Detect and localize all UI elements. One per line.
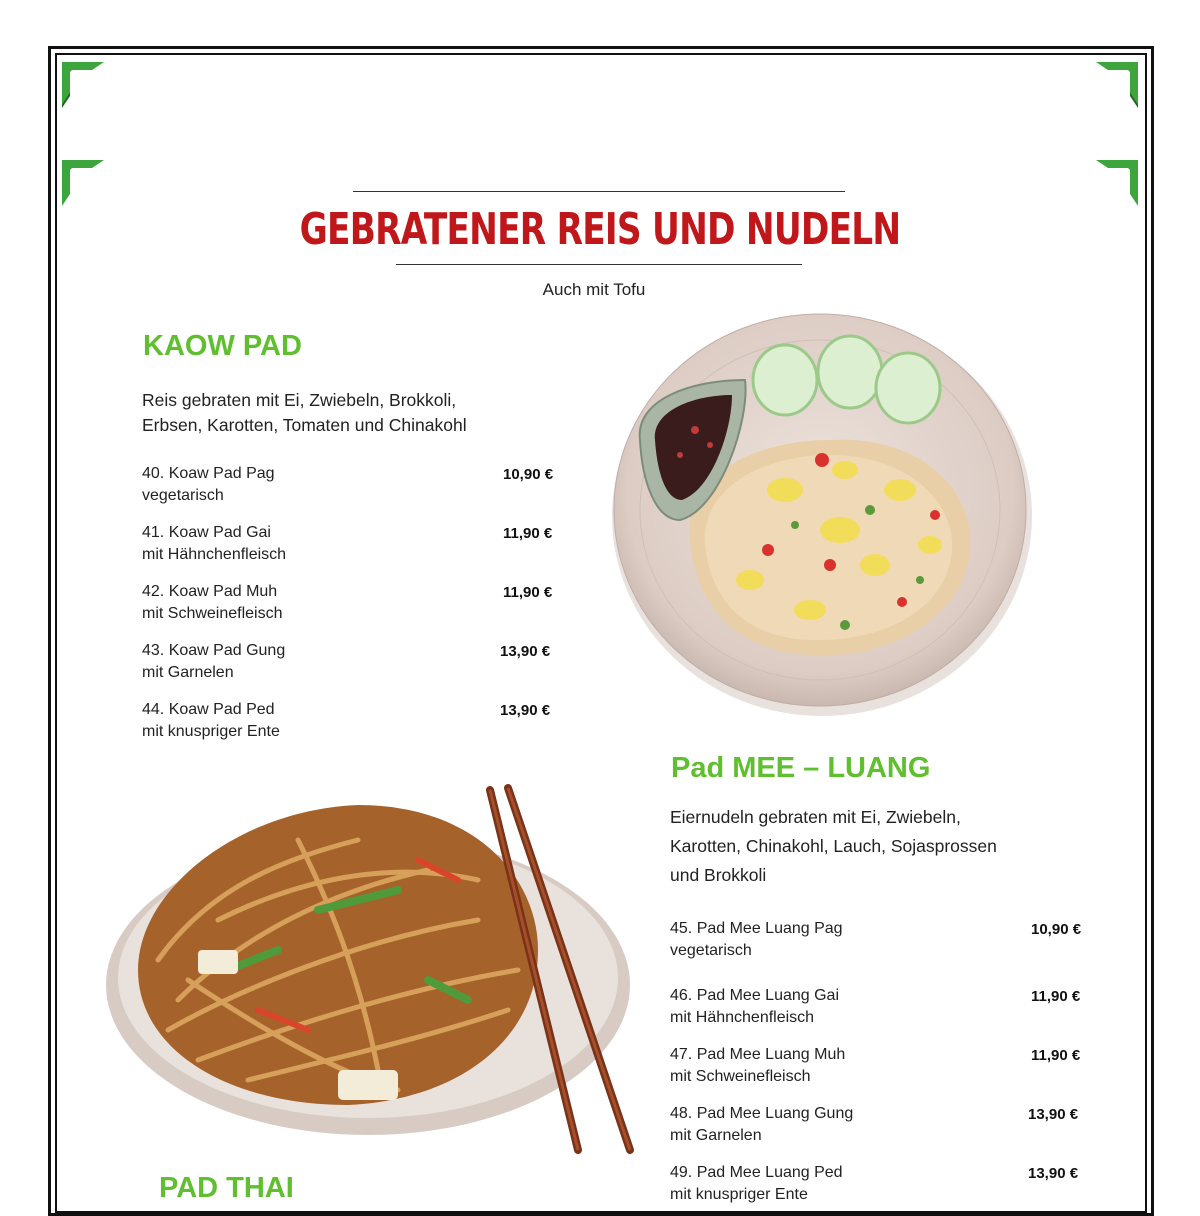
menu-item-price: 13,90 €: [500, 643, 551, 660]
title-rule-top: [353, 191, 845, 192]
title-rule-bottom: [396, 264, 802, 265]
menu-item-47: [670, 1044, 845, 1088]
menu-item-name: 40. Koaw Pad Pag: [142, 465, 275, 482]
page-title: GEBRATENER REIS UND NUDELN: [299, 204, 901, 255]
menu-item-price: 10,90 €: [1031, 921, 1082, 938]
section-description-kaow-pad: [142, 388, 467, 438]
description-line: Reis gebraten mit Ei, Zwiebeln, Brokkoli,: [142, 390, 457, 410]
menu-item-45: [670, 918, 843, 962]
menu-item-name: 44. Koaw Pad Ped: [142, 701, 275, 718]
menu-item-name: 42. Koaw Pad Muh: [142, 583, 278, 600]
menu-item-49: [670, 1162, 843, 1206]
section-title-kaow-pad: KAOW PAD: [143, 330, 302, 362]
menu-item-sub: mit Garnelen: [670, 1127, 762, 1144]
menu-item-sub: mit knuspriger Ente: [670, 1186, 808, 1203]
menu-item-price: 10,90 €: [503, 466, 554, 483]
menu-item-price: 13,90 €: [500, 702, 551, 719]
menu-item-42: [142, 581, 283, 625]
corner-ornament-mid-right-icon: [1092, 160, 1138, 210]
menu-item-price: 11,90 €: [503, 584, 553, 601]
section-title-pad-thai: PAD THAI: [159, 1172, 294, 1204]
menu-item-name: 47. Pad Mee Luang Muh: [670, 1046, 846, 1063]
description-line: Eiernudeln gebraten mit Ei, Zwiebeln,: [670, 807, 961, 827]
menu-item-48: [670, 1103, 853, 1147]
corner-ornament-top-right-icon: [1092, 62, 1138, 108]
menu-item-price: 13,90 €: [1028, 1106, 1079, 1123]
menu-item-40: [142, 463, 275, 507]
menu-item-name: 43. Koaw Pad Gung: [142, 642, 286, 659]
menu-item-price: 11,90 €: [1031, 1047, 1081, 1064]
description-line: und Brokkoli: [670, 865, 767, 885]
menu-item-sub: mit Schweinefleisch: [142, 605, 283, 622]
menu-item-sub: mit knuspriger Ente: [142, 723, 280, 740]
menu-item-name: 41. Koaw Pad Gai: [142, 524, 271, 541]
menu-item-name: 48. Pad Mee Luang Gung: [670, 1105, 854, 1122]
menu-item-sub: vegetarisch: [670, 942, 752, 959]
menu-item-41: [142, 522, 286, 566]
menu-item-name: 49. Pad Mee Luang Ped: [670, 1164, 843, 1181]
menu-item-sub: mit Garnelen: [142, 664, 234, 681]
description-line: Erbsen, Karotten, Tomaten und Chinakohl: [142, 415, 467, 435]
menu-item-price: 11,90 €: [1031, 988, 1081, 1005]
description-line: Karotten, Chinakohl, Lauch, Sojasprossen: [670, 836, 997, 856]
menu-item-sub: mit Hähnchenfleisch: [142, 546, 287, 563]
menu-item-name: 45. Pad Mee Luang Pag: [670, 920, 843, 937]
menu-item-46: [670, 985, 839, 1029]
fried-noodles-plate-image: [98, 770, 658, 1170]
corner-ornament-mid-left-icon: [62, 160, 108, 210]
menu-item-name: 46. Pad Mee Luang Gai: [670, 987, 840, 1004]
menu-item-price: 11,90 €: [503, 525, 553, 542]
menu-item-43: [142, 640, 285, 684]
corner-ornament-top-left-icon: [62, 62, 108, 108]
page-subtitle: Auch mit Tofu: [542, 280, 646, 299]
menu-item-sub: vegetarisch: [142, 487, 224, 504]
section-description-pad-mee-luang: [670, 803, 997, 890]
menu-item-44: [142, 699, 280, 743]
fried-rice-plate-image: [600, 290, 1050, 730]
menu-item-sub: mit Schweinefleisch: [670, 1068, 811, 1085]
section-title-pad-mee-luang: Pad MEE – LUANG: [671, 752, 931, 784]
menu-item-price: 13,90 €: [1028, 1165, 1079, 1182]
menu-item-sub: mit Hähnchenfleisch: [670, 1009, 815, 1026]
